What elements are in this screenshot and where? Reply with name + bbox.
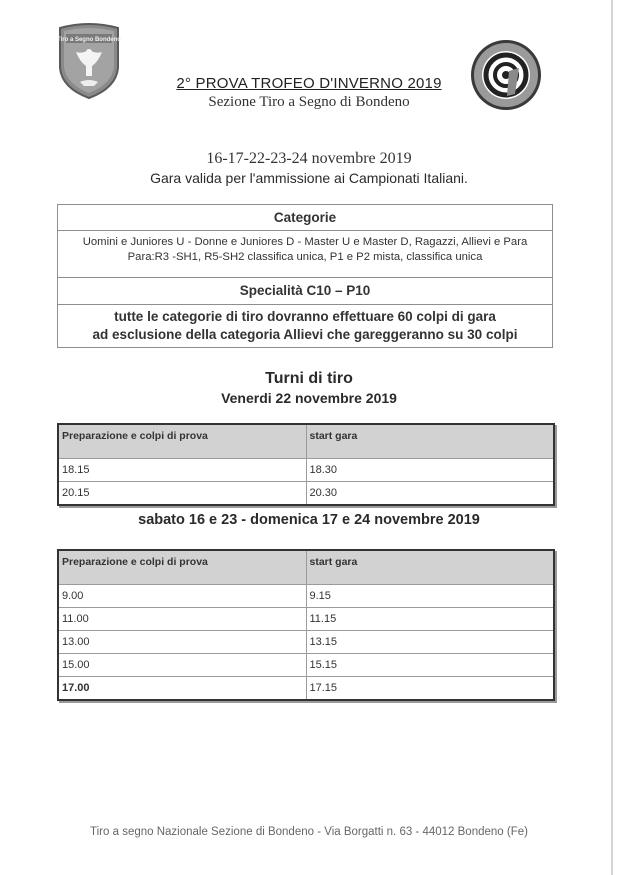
categories-header: Categorie bbox=[58, 205, 552, 231]
table-row bbox=[58, 482, 554, 506]
schedule-title: Turni di tiro bbox=[265, 370, 353, 387]
table-row bbox=[58, 631, 554, 654]
validity-note: Gara valida per l'ammissione ai Campionati Italiani. bbox=[150, 170, 468, 186]
column-header-start: start gara bbox=[306, 424, 554, 459]
start-time: 9.15 bbox=[306, 585, 554, 608]
start-time: 20.30 bbox=[306, 482, 554, 506]
column-header-preparation: Preparazione e colpi di prova bbox=[58, 424, 306, 459]
preparation-time: 15.00 bbox=[58, 654, 306, 677]
table-header-row bbox=[58, 424, 554, 459]
table-row bbox=[58, 585, 554, 608]
preparation-time: 18.15 bbox=[58, 459, 306, 482]
column-header-start: start gara bbox=[306, 550, 554, 585]
weekend-heading: sabato 16 e 23 - domenica 17 e 24 novembre 2019 bbox=[138, 512, 480, 528]
specialty-label: Specialità C10 – P10 bbox=[58, 278, 552, 305]
table-header-row bbox=[58, 550, 554, 585]
shots-note-line-2: ad esclusione della categoria Allievi che gareggeranno su 30 colpi bbox=[92, 327, 518, 342]
page-edge-divider bbox=[611, 0, 613, 875]
table-row bbox=[58, 459, 554, 482]
start-time: 17.15 bbox=[306, 677, 554, 701]
preparation-time: 17.00 bbox=[58, 677, 306, 701]
preparation-time: 9.00 bbox=[58, 585, 306, 608]
categories-line-2: Para:R3 -SH1, R5-SH2 classifica unica, P1 e P2 mista, classifica unica bbox=[127, 251, 483, 263]
categories-list bbox=[58, 231, 552, 278]
document-title: 2° PROVA TROFEO D'INVERNO 2019 bbox=[176, 75, 442, 92]
table-row bbox=[58, 677, 554, 701]
shots-note-line-1: tutte le categorie di tiro dovranno effettuare 60 colpi di gara bbox=[114, 309, 496, 324]
footer-address: Tiro a segno Nazionale Sezione di Bondeno - Via Borgatti n. 63 - 44012 Bondeno (Fe) bbox=[90, 826, 528, 838]
start-time: 13.15 bbox=[306, 631, 554, 654]
table-row bbox=[58, 654, 554, 677]
table-row bbox=[58, 608, 554, 631]
document-subtitle: Sezione Tiro a Segno di Bondeno bbox=[208, 94, 410, 110]
weekend-schedule-table bbox=[57, 549, 555, 701]
friday-heading: Venerdi 22 novembre 2019 bbox=[221, 390, 397, 406]
start-time: 18.30 bbox=[306, 459, 554, 482]
friday-schedule-table bbox=[57, 423, 555, 506]
preparation-time: 11.00 bbox=[58, 608, 306, 631]
event-dates: 16-17-22-23-24 novembre 2019 bbox=[206, 150, 412, 167]
shots-note bbox=[58, 305, 552, 347]
categories-line-1: Uomini e Juniores U - Donne e Juniores D - Master U e Master D, Ragazzi, Allievi e Para bbox=[82, 236, 528, 248]
preparation-time: 13.00 bbox=[58, 631, 306, 654]
svg-text:Tiro a Segno Bondeno: Tiro a Segno Bondeno bbox=[57, 37, 121, 43]
start-time: 11.15 bbox=[306, 608, 554, 631]
preparation-time: 20.15 bbox=[58, 482, 306, 506]
column-header-preparation: Preparazione e colpi di prova bbox=[58, 550, 306, 585]
start-time: 15.15 bbox=[306, 654, 554, 677]
categories-info-box bbox=[57, 204, 553, 348]
